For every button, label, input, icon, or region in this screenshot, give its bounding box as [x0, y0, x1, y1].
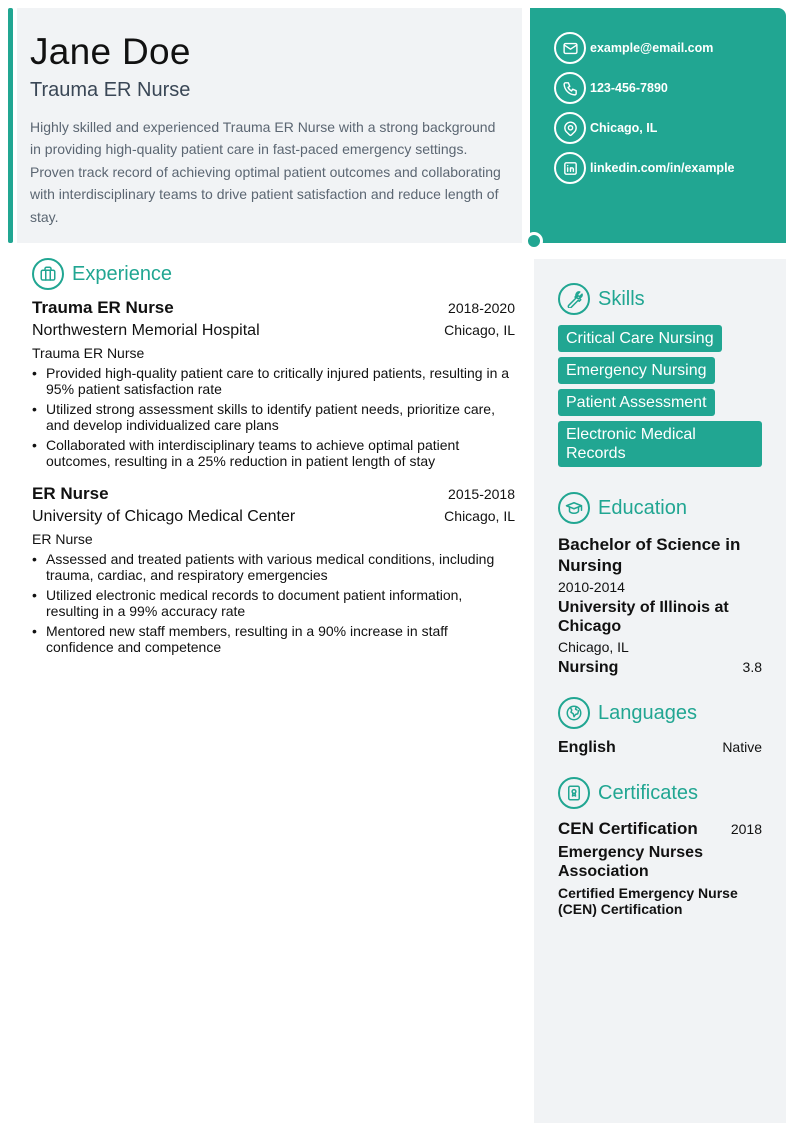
briefcase-icon — [32, 258, 64, 290]
globe-icon — [558, 697, 590, 729]
job-entry — [32, 298, 515, 469]
wrench-icon — [558, 283, 590, 315]
language-name: English — [558, 739, 616, 756]
bullet-item: • Provided high-quality patient care to critically injured patients, resulting in a 95% patient satisfaction rate — [32, 365, 515, 397]
experience-heading — [32, 258, 515, 290]
certificate-description: Certified Emergency Nurse (CEN) Certification — [558, 885, 738, 917]
education-field: Nursing — [558, 659, 619, 676]
candidate-name: Jane Doe — [30, 31, 191, 72]
summary-text: Highly skilled and experienced Trauma ER Nurse with a strong background in providing high-quality patient care in fast-paced emergency settings. Proven track record of achieving optimal patient outcomes and collaborating with interdisciplinary teams to drive patient satisfaction and reduce length of stay. — [30, 118, 501, 226]
sidebar — [534, 259, 786, 1123]
education-school: University of Illinois at Chicago — [558, 599, 729, 635]
linkedin-icon — [554, 152, 586, 184]
job-title: Trauma ER Nurse — [32, 298, 174, 317]
skill-tag: Electronic Medical Records — [558, 421, 762, 467]
languages-title: Languages — [598, 701, 697, 724]
certificates-section — [558, 777, 762, 917]
job-role: ER Nurse — [32, 531, 93, 547]
education-heading — [558, 492, 762, 524]
candidate-title: Trauma ER Nurse — [30, 78, 191, 101]
certificate-book-icon — [558, 777, 590, 809]
job-entry — [32, 484, 515, 655]
languages-heading — [558, 697, 762, 729]
contact-location — [554, 112, 786, 144]
bullet-item: • Collaborated with interdisciplinary teams to achieve optimal patient outcomes, resulting in a 25% reduction in patient length of stay — [32, 437, 515, 469]
skills-title: Skills — [598, 287, 645, 310]
skill-tag: Critical Care Nursing — [558, 325, 722, 352]
bullet-item: • Utilized strong assessment skills to identify patient needs, prioritize care, and develop individualized care plans — [32, 401, 515, 433]
skill-tag: Emergency Nursing — [558, 357, 715, 384]
header-summary-panel — [17, 8, 522, 243]
education-gpa: 3.8 — [742, 659, 762, 675]
job-role: Trauma ER Nurse — [32, 345, 145, 361]
job-company: Northwestern Memorial Hospital — [32, 322, 260, 339]
education-dates: 2010-2014 — [558, 579, 625, 595]
job-location: Chicago, IL — [444, 508, 515, 524]
skills-section — [558, 283, 762, 472]
job-dates: 2018-2020 — [448, 300, 515, 316]
language-level: Native — [722, 739, 762, 755]
contact-location-text: Chicago, IL — [590, 121, 658, 135]
decorative-dot — [525, 232, 543, 250]
job-title: ER Nurse — [32, 484, 109, 503]
contact-linkedin[interactable] — [554, 152, 786, 184]
phone-icon — [554, 72, 586, 104]
experience-section — [32, 258, 515, 670]
skill-tag: Patient Assessment — [558, 389, 715, 416]
bullet-item: • Mentored new staff members, resulting in a 90% increase in staff confidence and competence — [32, 623, 515, 655]
skills-heading — [558, 283, 762, 315]
certificates-title: Certificates — [598, 781, 699, 804]
job-bullets — [32, 551, 515, 655]
skill-tags — [558, 325, 762, 472]
job-company: University of Chicago Medical Center — [32, 508, 296, 525]
accent-bar — [8, 8, 13, 243]
language-item — [558, 739, 762, 757]
education-degree: Bachelor of Science in Nursing — [558, 535, 741, 575]
map-pin-icon — [554, 112, 586, 144]
contact-email-text: example@email.com — [590, 41, 714, 55]
languages-section — [558, 697, 762, 757]
contact-phone-text: 123-456-7890 — [590, 81, 668, 95]
job-dates: 2015-2018 — [448, 486, 515, 502]
education-title: Education — [598, 496, 687, 519]
job-location: Chicago, IL — [444, 322, 515, 338]
certificate-year: 2018 — [730, 821, 762, 837]
graduation-cap-icon — [558, 492, 590, 524]
contact-linkedin-text: linkedin.com/in/example — [590, 161, 735, 175]
certificate-issuer: Emergency Nurses Association — [558, 844, 703, 880]
education-section — [558, 492, 762, 677]
certificate-name: CEN Certification — [558, 819, 698, 838]
contact-phone[interactable] — [554, 72, 786, 104]
experience-title: Experience — [72, 262, 173, 285]
certificates-heading — [558, 777, 762, 809]
bullet-item: • Assessed and treated patients with various medical conditions, including trauma, cardiac, and respiratory emergencies — [32, 551, 515, 583]
mail-icon — [554, 32, 586, 64]
contact-email[interactable] — [554, 32, 786, 64]
education-location: Chicago, IL — [558, 639, 629, 655]
job-bullets — [32, 365, 515, 469]
contact-panel — [530, 8, 786, 243]
bullet-item: • Utilized electronic medical records to document patient information, resulting in a 99% accuracy rate — [32, 587, 515, 619]
